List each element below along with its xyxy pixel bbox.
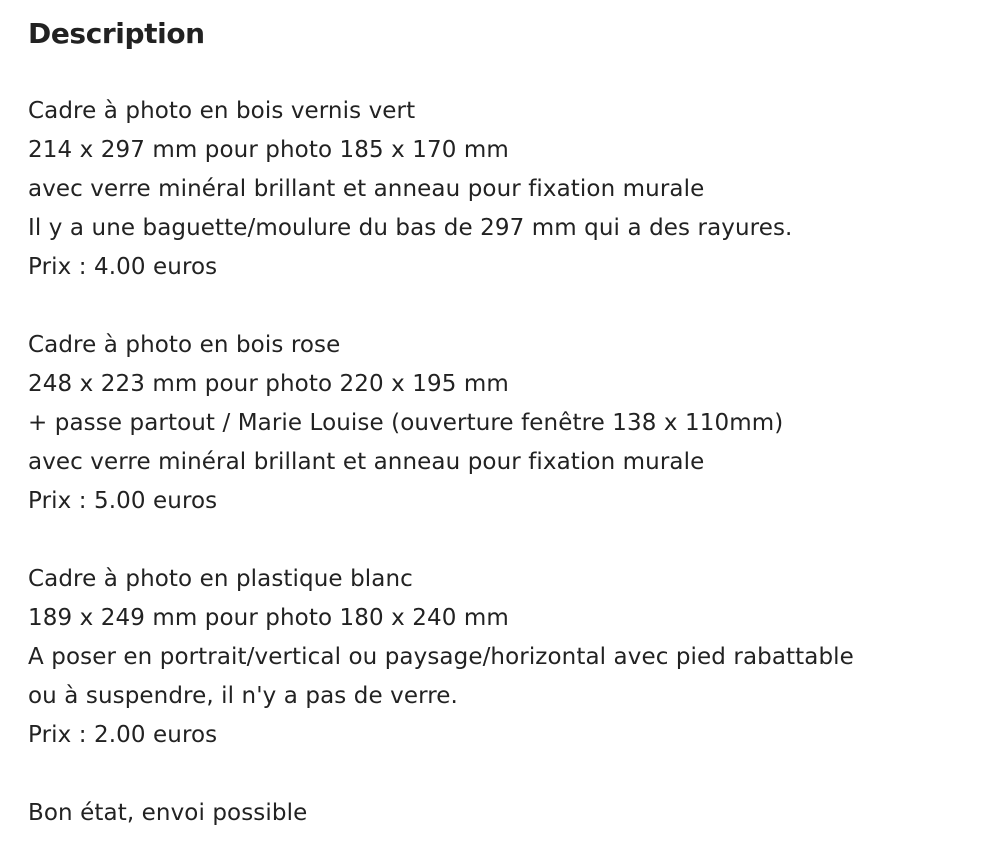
item-3-stand-note: A poser en portrait/vertical ou paysage/horizontal avec pied rabattable: [28, 644, 854, 670]
closing-paragraph: [28, 794, 988, 833]
item-2-price: Prix : 5.00 euros: [28, 488, 218, 514]
item-1-features: avec verre minéral brillant et anneau pour fixation murale: [28, 176, 705, 202]
item-3-paragraph: [28, 560, 988, 755]
description-section: [28, 10, 988, 833]
closing-note: Bon état, envoi possible: [28, 800, 308, 826]
item-2-mat-note: + passe partout / Marie Louise (ouverture fenêtre 138 x 110mm): [28, 410, 784, 436]
item-3-title: Cadre à photo en plastique blanc: [28, 566, 413, 592]
item-2-paragraph: [28, 326, 988, 521]
item-3-glass-note: ou à suspendre, il n'y a pas de verre.: [28, 683, 458, 709]
item-2-title: Cadre à photo en bois rose: [28, 332, 341, 358]
item-1-dimensions: 214 x 297 mm pour photo 185 x 170 mm: [28, 137, 509, 163]
item-1-paragraph: [28, 92, 988, 287]
description-heading: Description: [28, 17, 205, 50]
item-3-dimensions: 189 x 249 mm pour photo 180 x 240 mm: [28, 605, 509, 631]
description-body: [28, 92, 988, 833]
item-3-price: Prix : 2.00 euros: [28, 722, 218, 748]
item-1-title: Cadre à photo en bois vernis vert: [28, 98, 416, 124]
item-2-dimensions: 248 x 223 mm pour photo 220 x 195 mm: [28, 371, 509, 397]
item-1-condition-note: Il y a une baguette/moulure du bas de 297 mm qui a des rayures.: [28, 215, 793, 241]
item-2-features: avec verre minéral brillant et anneau pour fixation murale: [28, 449, 705, 475]
item-1-price: Prix : 4.00 euros: [28, 254, 218, 280]
